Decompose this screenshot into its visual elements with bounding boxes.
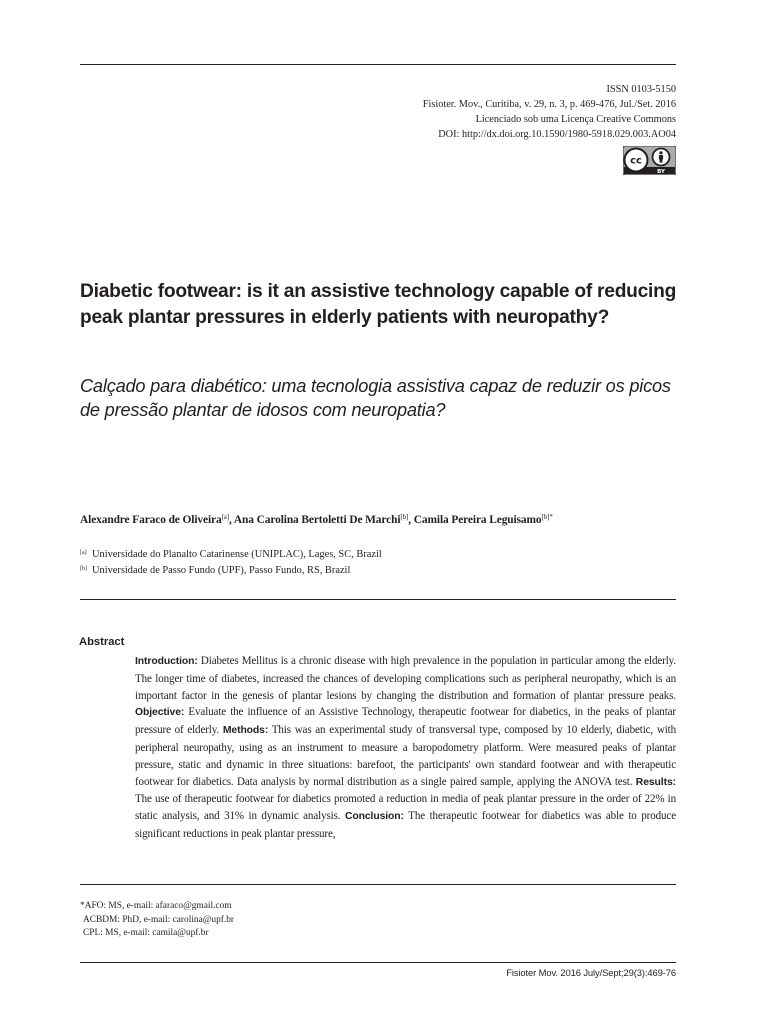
footnote-item: CPL: MS, e-mail: camila@upf.br: [83, 928, 209, 939]
affiliation-mark: [b]: [80, 566, 87, 572]
abstract-section-label: Results:: [635, 776, 676, 788]
abstract-body: [135, 653, 676, 843]
page-footer: Fisioter Mov. 2016 July/Sept;29(3):469-76: [506, 967, 676, 978]
footnote-item: ACBDM: PhD, e-mail: carolina@upf.br: [83, 914, 235, 925]
footer-rule: [80, 962, 676, 963]
cc-text: cc: [630, 155, 642, 167]
affiliation-list: [80, 546, 382, 578]
footnote-rule: [80, 884, 676, 885]
author-name: Camila Pereira Leguisamo: [413, 514, 542, 526]
license-statement: Licenciado sob uma Licença Creative Commons: [475, 114, 676, 125]
affiliation-text: Universidade do Planalto Catarinense (UNIPLAC), Lages, SC, Brazil: [92, 549, 382, 560]
abstract-section-label: Methods:: [222, 725, 269, 737]
abstract-section-text: The therapeutic footwear for diabetics was able to produce significant reductions in peak plantar pressure,: [135, 810, 676, 840]
author-list: Alexandre Faraco de Oliveira[a], Ana Carolina Bertoletti De Marchi[b], Camila Pereira Leguisamo$^{[b]*}$: [80, 513, 553, 526]
top-rule: [80, 64, 676, 65]
article-title-english: Diabetic footwear: is it an assistive technology capable of reducing peak plantar pressures in elderly patients with neuropathy?: [80, 281, 677, 328]
article-title-portuguese: Calçado para diabético: uma tecnologia assistiva capaz de reduzir os picos de pressão plantar de idosos com neuropatia?: [80, 376, 671, 420]
doi-link[interactable]: DOI: http://dx.doi.org.10.1590/1980-5918.029.003.AO04: [438, 129, 676, 140]
footnote-item: *AFO: MS, e-mail: afaraco@gmail.com: [80, 901, 232, 911]
abstract-section-text: Evaluate the influence of an Assistive Technology, therapeutic footwear for diabetics, in the peaks of plantar pressure of elderly.: [135, 706, 676, 737]
affiliation-item: [80, 562, 382, 578]
issn: ISSN 0103-5150: [606, 84, 676, 95]
footnotes: [80, 900, 234, 941]
author-name: Alexandre Faraco de Oliveira: [80, 514, 222, 526]
creative-commons-by-badge-icon[interactable]: [623, 146, 676, 175]
abstract-section-label: Objective:: [135, 707, 185, 719]
abstract-section-label: Introduction:: [135, 656, 198, 667]
abstract-section-label: Conclusion:: [344, 811, 404, 823]
by-text: BY: [657, 169, 665, 175]
abstract-section-text: This was an experimental study of transversal type, composed by 10 elderly, diabetic, with peripheral neuropathy, using as an instrument to measure a baropodometry platform. Were measured peaks of plantar pressure, static and dynamic in three situations: barefoot, the participants' own standard footwear and with therapeutic footwear for diabetics. Data analysis by normal distribution as a single paired sample, applying the ANOVA test.: [135, 724, 676, 788]
abstract-section-text: Diabetes Mellitus is a chronic disease with high prevalence in the population in particular among the elderly. The longer time of diabetes, increased the chances of developing complications such as peripheral neuropathy, which is an important factor in the genesis of plantar lesions by changing the distribution and formation of plantar pressure peaks.: [135, 655, 676, 702]
abstract-heading: Abstract: [79, 636, 125, 648]
journal-metadata: [423, 82, 676, 142]
section-rule: [80, 599, 676, 600]
author-affiliation-mark: [a]: [221, 513, 230, 521]
affiliation-text: Universidade de Passo Fundo (UPF), Passo Fundo, RS, Brazil: [92, 565, 351, 576]
affiliation-mark: [a]: [80, 550, 87, 556]
person-body-icon: [659, 155, 663, 160]
author-name: Ana Carolina Bertoletti De Marchi: [233, 514, 401, 526]
person-head-icon: [659, 151, 662, 154]
author-affiliation-mark: [b]: [400, 513, 409, 521]
affiliation-item: [80, 546, 382, 562]
journal-citation: Fisioter. Mov., Curitiba, v. 29, n. 3, p. 469-476, Jul./Set. 2016: [422, 99, 676, 110]
abstract-section-text: The use of therapeutic footwear for diabetics promoted a reduction in media of peak plantar pressure in the order of 22% in static analysis, and 31% in dynamic analysis.: [135, 793, 676, 823]
author-affiliation-mark: [b]*: [541, 513, 553, 521]
